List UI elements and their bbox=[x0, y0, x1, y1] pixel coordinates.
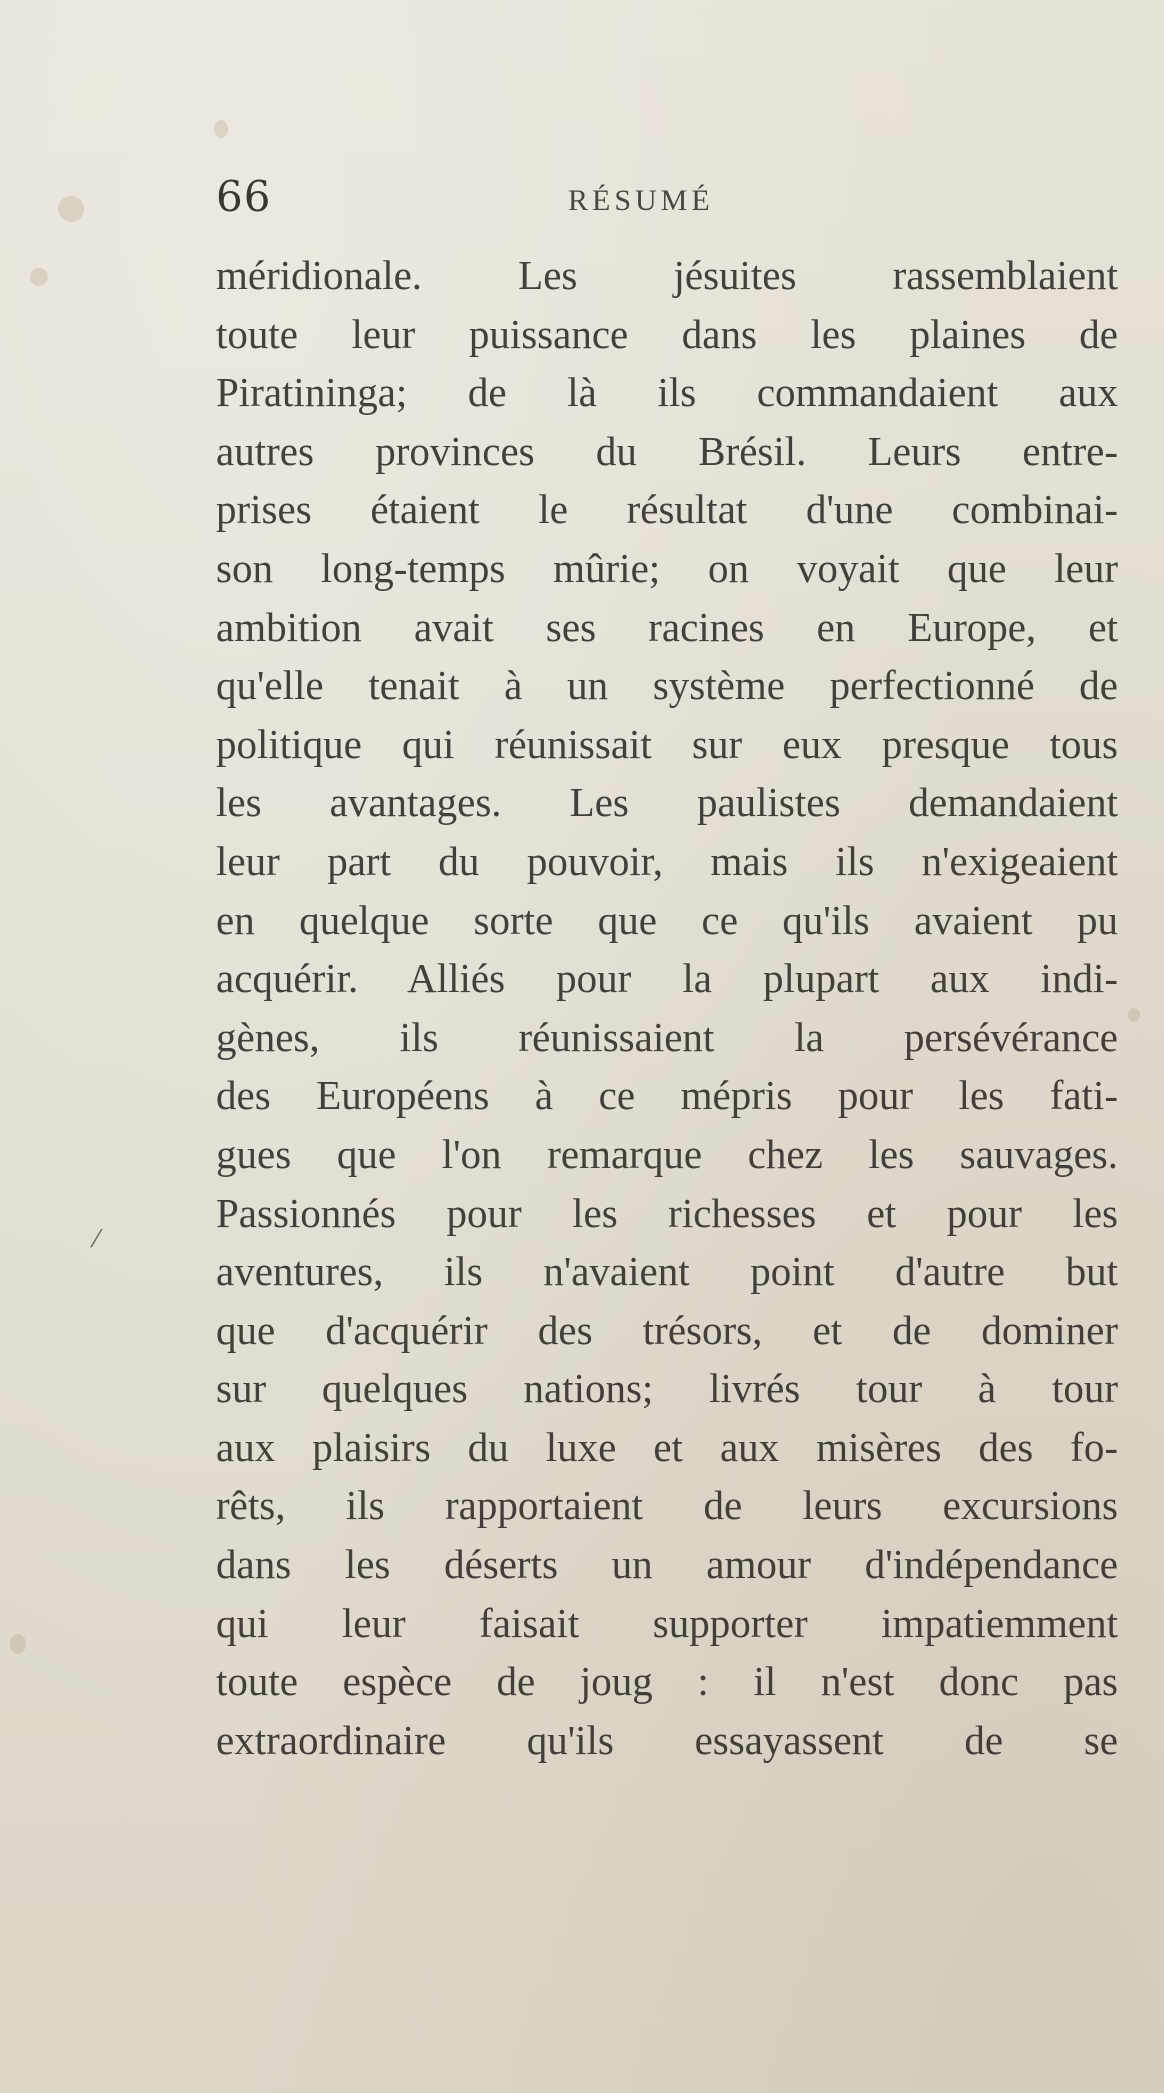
foxing-spot bbox=[1128, 1008, 1140, 1022]
foxing-spot bbox=[30, 268, 48, 286]
text-line: en quelque sorte que ce qu'ils avaient pu bbox=[216, 896, 1118, 943]
body-text bbox=[216, 246, 1118, 1769]
text-line: aventures, ils n'avaient point d'autre but bbox=[216, 1248, 1118, 1295]
text-line: toute espèce de joug : il n'est donc pas bbox=[216, 1658, 1118, 1705]
text-line: sur quelques nations; livrés tour à tour bbox=[216, 1365, 1118, 1412]
text-line: autres provinces du Brésil. Leurs entre- bbox=[216, 427, 1118, 474]
text-line: extraordinaire qu'ils essayassent de se bbox=[216, 1716, 1118, 1763]
text-line: des Européens à ce mépris pour les fati- bbox=[216, 1072, 1118, 1119]
text-line: méridionale. Les jésuites rassemblaient bbox=[216, 252, 1118, 298]
text-line: rêts, ils rapportaient de leurs excursions bbox=[216, 1482, 1118, 1529]
text-line: qui leur faisait supporter impatiemment bbox=[216, 1599, 1118, 1646]
text-line: acquérir. Alliés pour la plupart aux indi- bbox=[216, 955, 1118, 1002]
text-line: Passionnés pour les richesses et pour les bbox=[216, 1189, 1118, 1236]
text-line: prises étaient le résultat d'une combinai- bbox=[216, 486, 1118, 533]
page-header bbox=[216, 172, 1116, 232]
text-line: qu'elle tenait à un système perfectionné de bbox=[216, 662, 1118, 709]
margin-mark: / bbox=[88, 1221, 104, 1256]
foxing-spot bbox=[214, 120, 228, 138]
text-line: que d'acquérir des trésors, et de dominer bbox=[216, 1306, 1118, 1353]
text-line: ambition avait ses racines en Europe, et bbox=[216, 603, 1118, 650]
running-head: RÉSUMÉ bbox=[568, 184, 714, 217]
text-line: Piratininga; de là ils commandaient aux bbox=[216, 369, 1118, 416]
text-line: son long-temps mûrie; on voyait que leur bbox=[216, 544, 1118, 591]
text-line: dans les déserts un amour d'indépendance bbox=[216, 1541, 1118, 1588]
text-line: gues que l'on remarque chez les sauvages. bbox=[216, 1130, 1118, 1177]
text-line: aux plaisirs du luxe et aux misères des fo- bbox=[216, 1423, 1118, 1470]
text-line: les avantages. Les paulistes demandaient bbox=[216, 779, 1118, 826]
text-line: leur part du pouvoir, mais ils n'exigeaient bbox=[216, 837, 1118, 884]
foxing-spot bbox=[10, 1634, 26, 1654]
foxing-spot bbox=[58, 196, 84, 222]
text-line: politique qui réunissait sur eux presque tous bbox=[216, 720, 1118, 767]
text-line: gènes, ils réunissaient la persévérance bbox=[216, 1013, 1118, 1060]
page-number: 66 bbox=[216, 172, 272, 221]
text-line: toute leur puissance dans les plaines de bbox=[216, 310, 1118, 357]
